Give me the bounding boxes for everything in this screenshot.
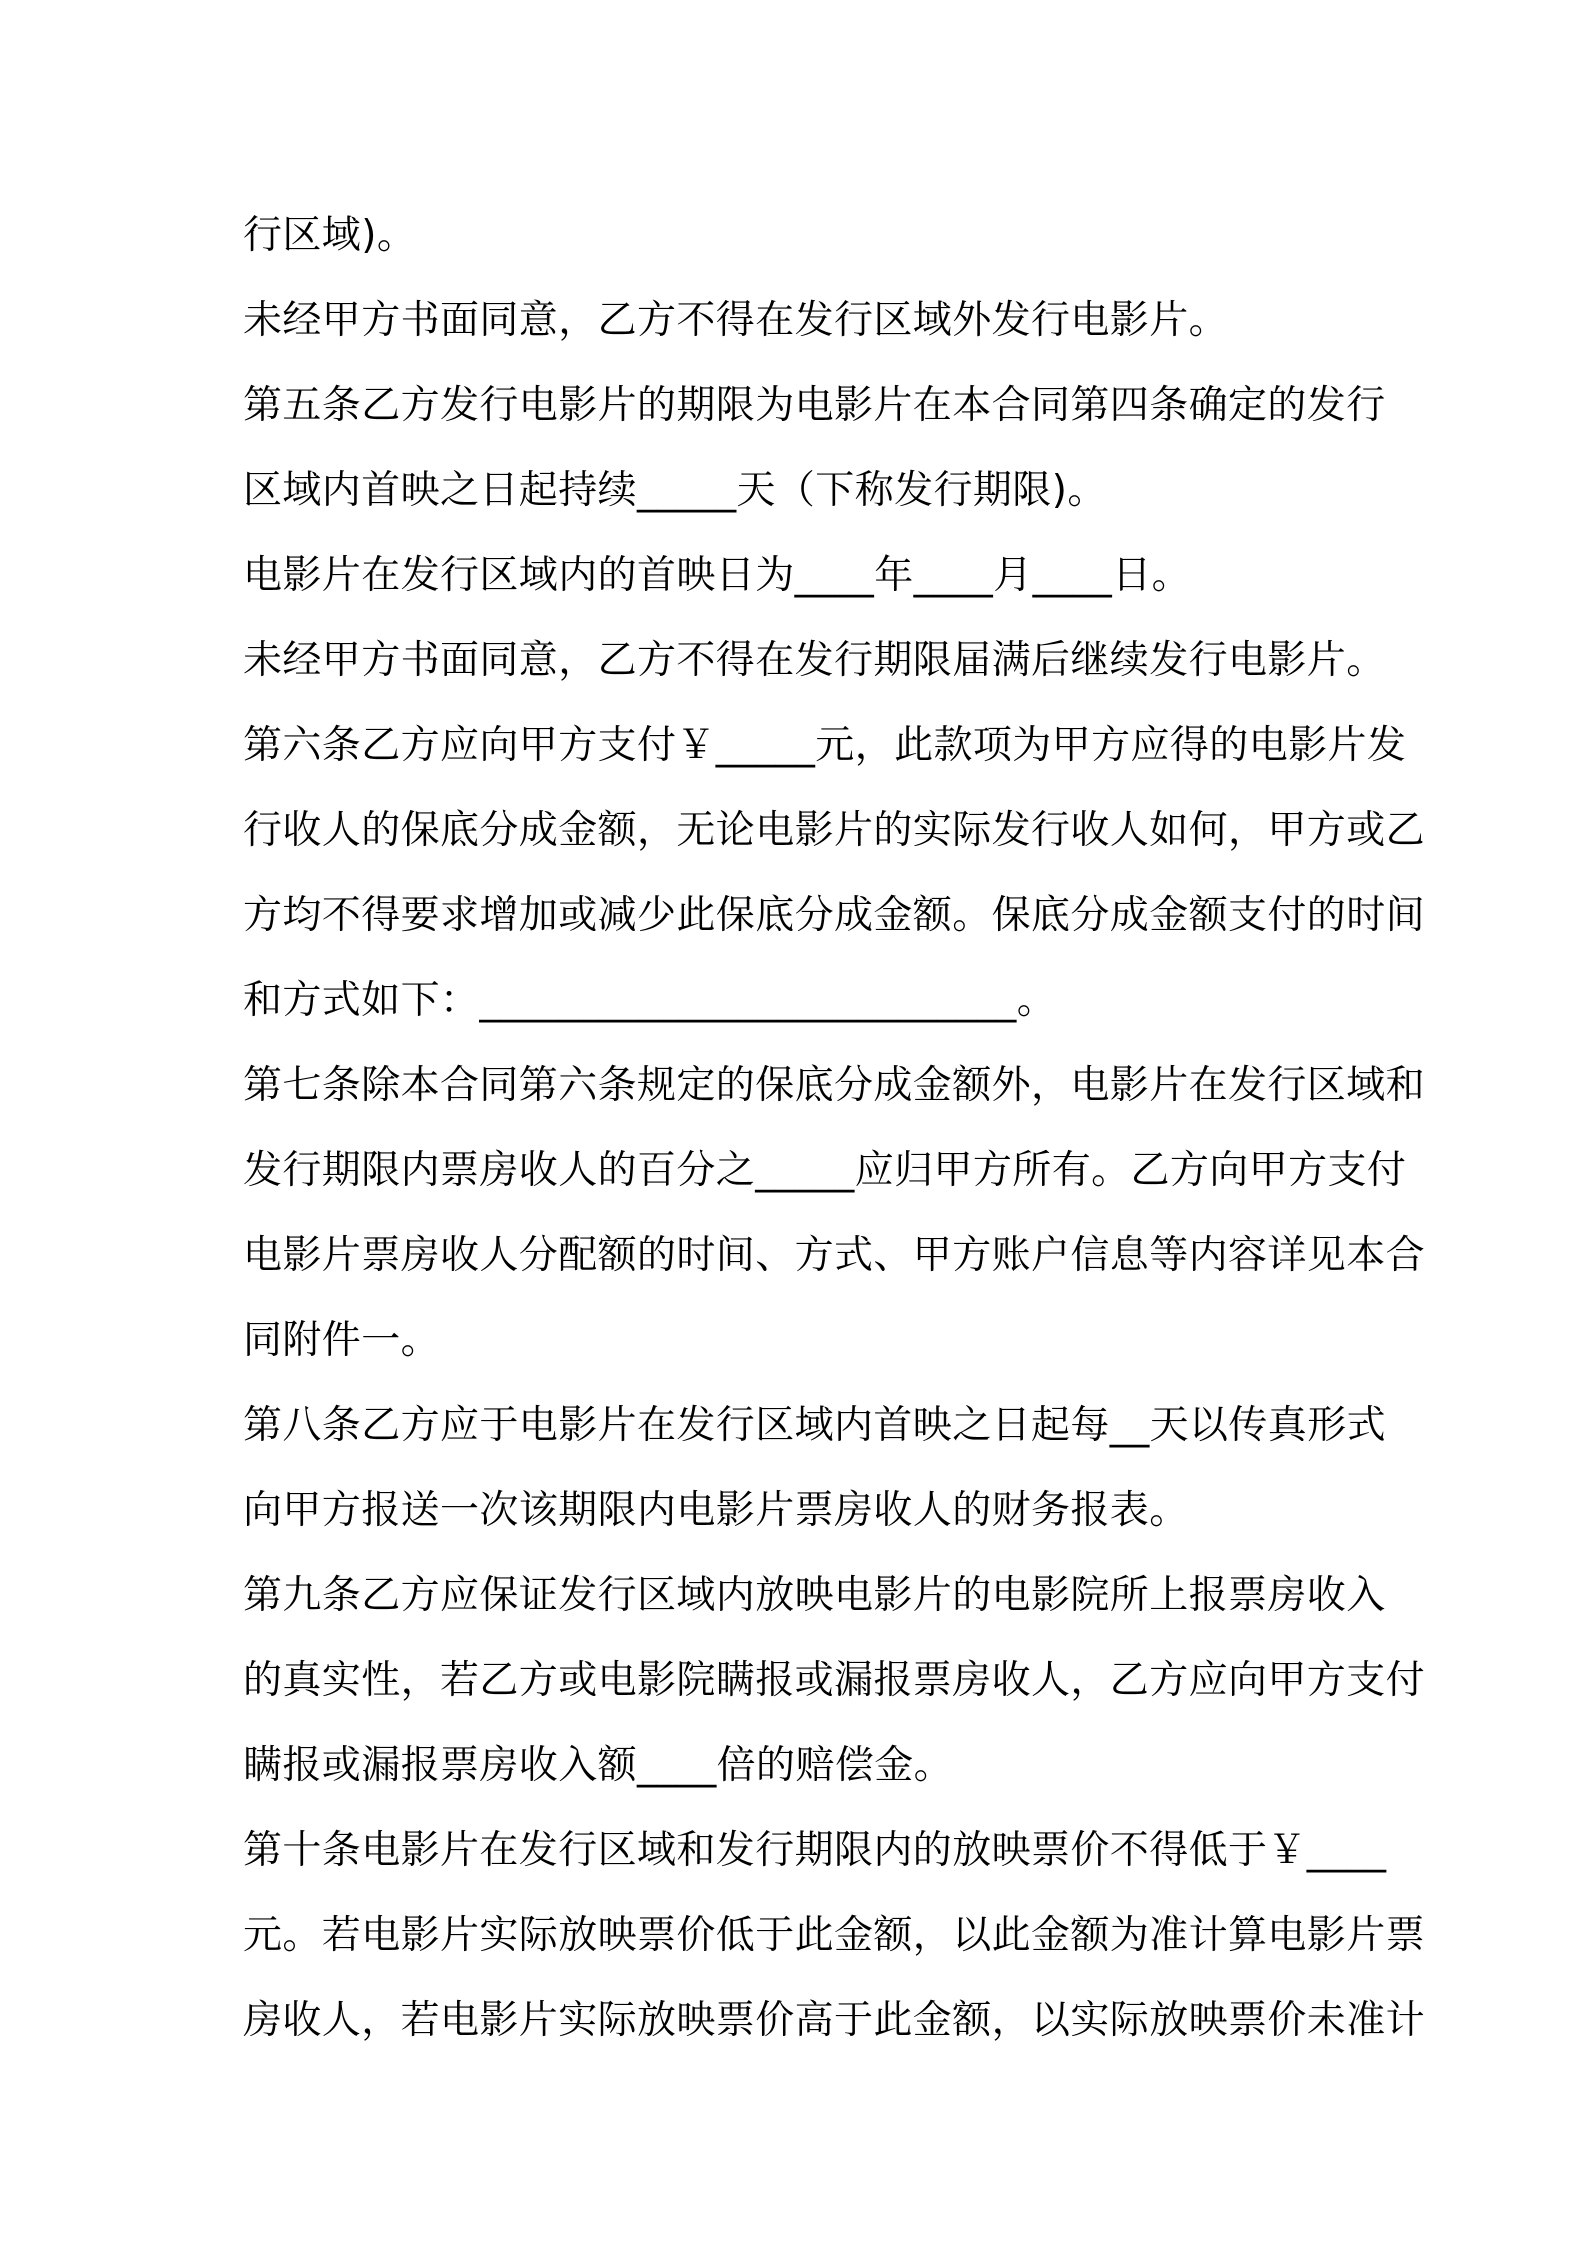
paragraph-line: 电影片票房收人分配额的时间、方式、甲方账户信息等内容详见本合 — [243, 1233, 1426, 1278]
paragraph-line: 行区域)。 — [243, 213, 417, 258]
paragraph-line: 方均不得要求增加或减少此保底分成金额。保底分成金额支付的时间 — [243, 893, 1426, 938]
paragraph-line: 发行期限内票房收人的百分之_____应归甲方所有。乙方向甲方支付 — [243, 1148, 1407, 1193]
paragraph-line: 元。若电影片实际放映票价低于此金额，以此金额为准计算电影片票 — [243, 1913, 1426, 1958]
paragraph-line: 第九条乙方应保证发行区域内放映电影片的电影院所上报票房收入 — [243, 1573, 1386, 1618]
paragraph-line: 房收人，若电影片实际放映票价高于此金额，以实际放映票价未准计 — [243, 1998, 1426, 2043]
paragraph-line: 未经甲方书面同意，乙方不得在发行区域外发行电影片。 — [243, 298, 1229, 343]
paragraph-line: 第八条乙方应于电影片在发行区域内首映之日起每__天以传真形式 — [243, 1403, 1387, 1448]
paragraph-line: 的真实性，若乙方或电影院瞒报或漏报票房收人，乙方应向甲方支付 — [243, 1658, 1426, 1703]
paragraph-line: 未经甲方书面同意，乙方不得在发行期限届满后继续发行电影片。 — [243, 638, 1386, 683]
paragraph-line: 行收人的保底分成金额，无论电影片的实际发行收人如何，甲方或乙 — [243, 808, 1426, 853]
paragraph-line: 电影片在发行区域内的首映日为____年____月____日。 — [243, 553, 1192, 598]
paragraph-line: 第十条电影片在发行区域和发行期限内的放映票价不得低于￥____ — [243, 1828, 1387, 1873]
paragraph-line: 区域内首映之日起持续_____天（下称发行期限)。 — [243, 468, 1107, 513]
document-body — [243, 193, 1426, 2063]
paragraph-line: 同附件一。 — [243, 1318, 441, 1363]
paragraph-line: 第五条乙方发行电影片的期限为电影片在本合同第四条确定的发行 — [243, 383, 1386, 428]
paragraph-line: 第六条乙方应向甲方支付￥_____元，此款项为甲方应得的电影片发 — [243, 723, 1407, 768]
paragraph-line: 第七条除本合同第六条规定的保底分成金额外，电影片在发行区域和 — [243, 1063, 1426, 1108]
paragraph-line: 瞒报或漏报票房收入额____倍的赔偿金。 — [243, 1743, 954, 1788]
paragraph-line: 向甲方报送一次该期限内电影片票房收人的财务报表。 — [243, 1488, 1189, 1533]
paragraph-line: 和方式如下：___________________________。 — [243, 978, 1057, 1023]
